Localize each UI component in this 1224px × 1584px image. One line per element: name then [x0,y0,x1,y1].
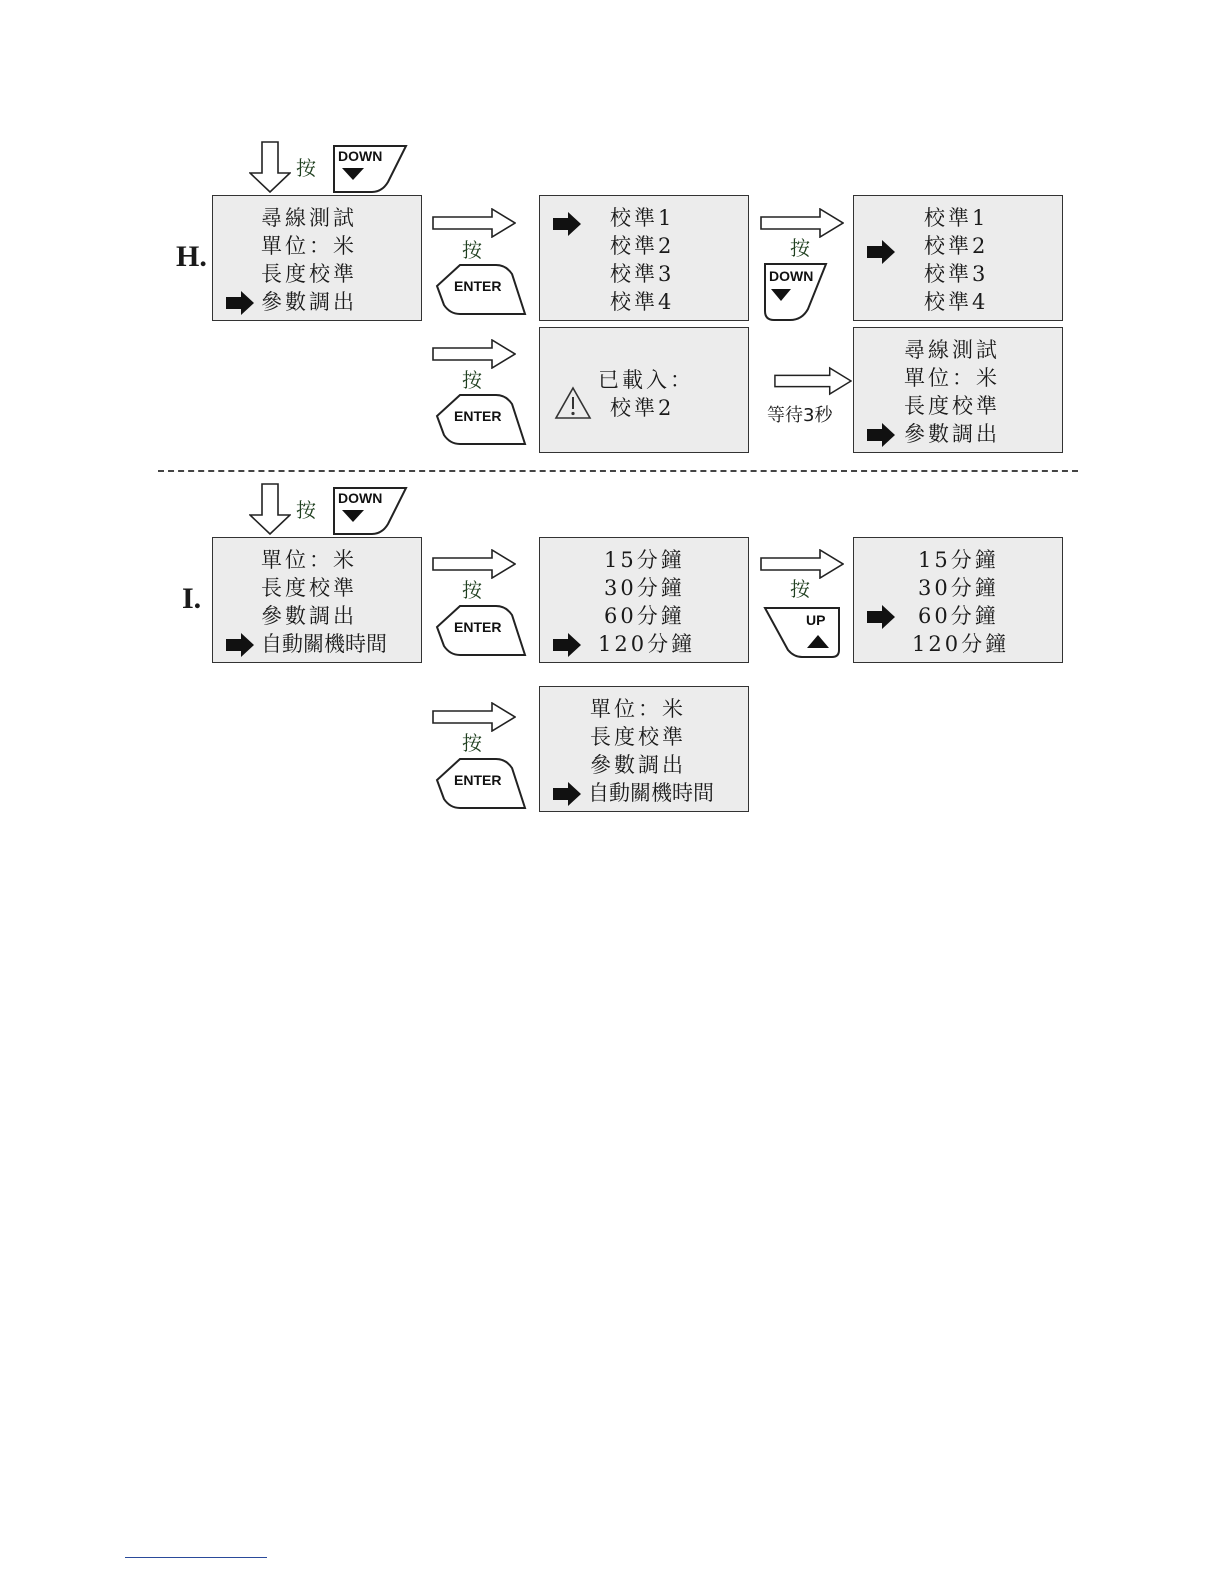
menu-line: 長度校準 [261,262,357,286]
selection-pointer-icon [225,632,255,658]
enter-key-icon [434,262,528,318]
timeout-item-selected: 60分鐘 [918,604,999,628]
lcd-screen-calibration-list-2 [853,195,1063,321]
down-key-icon [762,261,830,323]
enter-key-label: ENTER [454,619,502,635]
press-label: 按 [462,368,482,392]
down-key-label: DOWN [338,490,383,506]
press-label: 按 [462,731,482,755]
enter-key-label: ENTER [454,772,502,788]
calibration-item: 校準2 [610,234,675,258]
lcd-screen-timeout-list [539,537,749,663]
timeout-item: 15分鐘 [918,548,999,572]
lcd-screen-menu-auto-off-return [539,686,749,812]
press-label: 按 [296,156,316,180]
calibration-item: 校準4 [924,290,989,314]
timeout-item: 15分鐘 [604,548,685,572]
calibration-item: 校準1 [924,206,989,230]
warning-icon [554,386,592,420]
down-arrow-icon [249,141,291,193]
menu-line: 參數調出 [261,604,357,628]
timeout-item: 30分鐘 [918,576,999,600]
timeout-item: 30分鐘 [604,576,685,600]
menu-line: 單位：米 [261,234,357,258]
press-label: 按 [790,577,810,601]
down-key-label: DOWN [338,148,383,164]
timeout-item: 60分鐘 [604,604,685,628]
wait-label: 等待3秒 [767,405,833,426]
selection-pointer-icon [552,632,582,658]
selection-pointer-icon [866,239,896,265]
enter-key-label: ENTER [454,278,502,294]
up-key-icon [762,604,842,660]
lcd-screen-main-menu [212,195,422,321]
calibration-item: 校準3 [610,262,675,286]
menu-line-selected: 自動關機時間 [261,632,387,656]
press-label: 按 [462,578,482,602]
section-h-label: H. [176,240,207,273]
down-key-icon [330,142,410,194]
down-arrow-icon [249,483,291,535]
menu-line-selected: 參數調出 [904,422,1000,446]
timeout-item-selected: 120分鐘 [598,632,696,656]
lcd-screen-calibration-list [539,195,749,321]
loaded-label: 已載入： [598,368,694,392]
down-key-label: DOWN [769,268,814,284]
calibration-item: 校準3 [924,262,989,286]
timeout-item: 120分鐘 [912,632,1010,656]
menu-line: 單位：米 [904,366,1000,390]
lcd-screen-main-menu-return [853,327,1063,453]
enter-key-icon [434,392,528,448]
menu-line: 單位：米 [261,548,357,572]
menu-line: 參數調出 [590,753,686,777]
menu-line: 尋線測試 [904,338,1000,362]
footnote-rule [125,1557,267,1558]
calibration-item-selected: 校準2 [924,234,989,258]
enter-key-label: ENTER [454,408,502,424]
lcd-screen-timeout-list-2 [853,537,1063,663]
selection-pointer-icon [866,422,896,448]
enter-key-icon [434,756,528,812]
menu-line: 尋線測試 [261,206,357,230]
selection-pointer-icon [552,211,582,237]
enter-key-icon [434,603,528,659]
menu-line-selected: 參數調出 [261,290,357,314]
selection-pointer-icon [225,290,255,316]
down-key-icon [330,484,410,536]
calibration-item: 校準4 [610,290,675,314]
menu-line: 長度校準 [904,394,1000,418]
menu-line: 長度校準 [590,725,686,749]
calibration-item: 校準1 [610,206,675,230]
up-key-label: UP [806,612,826,628]
menu-line-selected: 自動關機時間 [588,781,714,805]
press-label: 按 [462,238,482,262]
section-divider [158,470,1078,472]
loaded-value: 校準2 [610,396,675,420]
press-label: 按 [296,498,316,522]
section-i-label: I. [182,582,202,615]
right-arrow-icon [774,366,852,396]
selection-pointer-icon [866,604,896,630]
selection-pointer-icon [552,781,582,807]
press-label: 按 [790,236,810,260]
lcd-screen-loaded-notice [539,327,749,453]
menu-line: 長度校準 [261,576,357,600]
lcd-screen-menu-auto-off [212,537,422,663]
menu-line: 單位：米 [590,697,686,721]
